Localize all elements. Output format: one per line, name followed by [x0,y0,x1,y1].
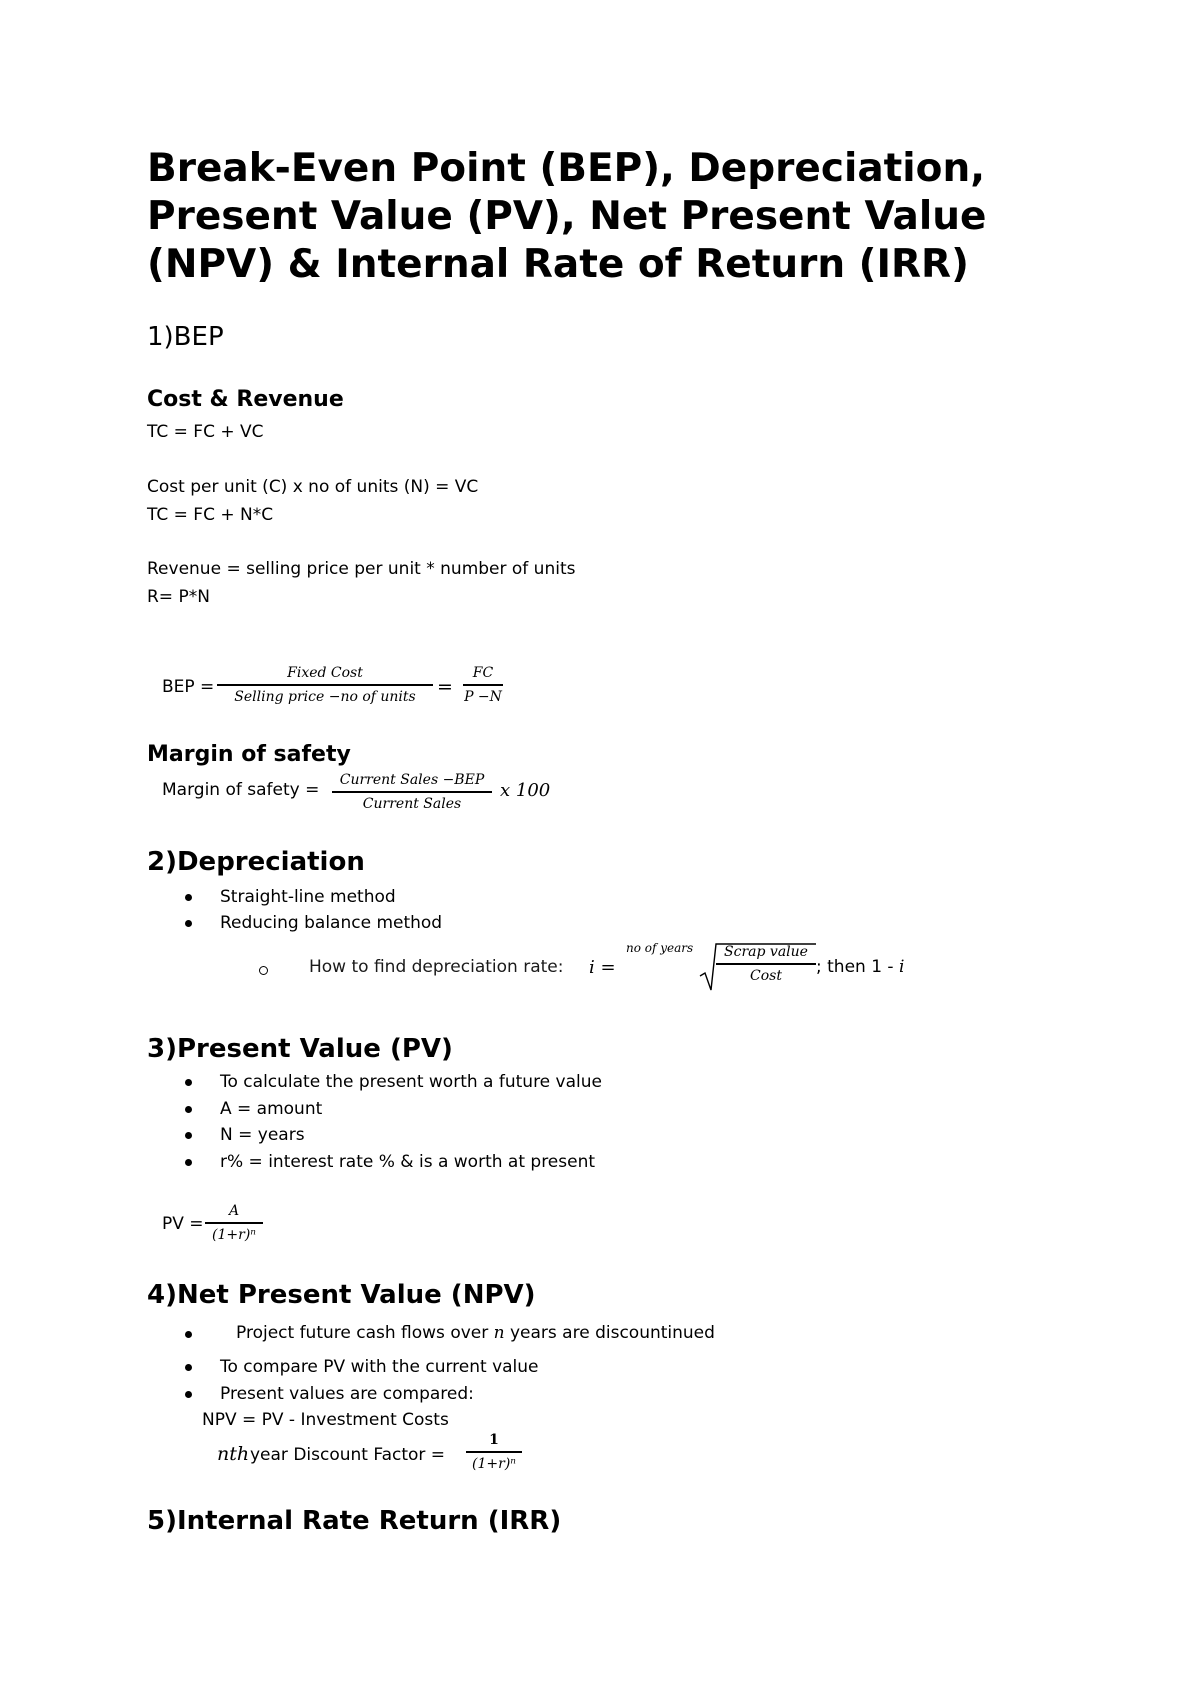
bullet-dot [185,1391,192,1398]
circle-bullet [259,966,268,975]
npv-bullet-1-post: years are discountinued [504,1323,715,1343]
bullet-dot [185,894,192,901]
bep-fraction-2-denominator: P −N [464,688,502,705]
npv-heading: 4)Net Present Value (NPV) [147,1280,536,1310]
bep-fraction-1-numerator: Fixed Cost [287,665,363,681]
npv-bullet-1-pre: Project future cash flows over [236,1323,494,1343]
margin-fraction [332,772,492,812]
bullet-dot [185,1159,192,1166]
root-index: no of years [626,941,694,955]
pv-bullet-3: N = years [220,1125,305,1145]
pv-bullet-2: A = amount [220,1099,323,1119]
pv-fraction-numerator: A [228,1203,240,1219]
doc-title-line-3: (NPV) & Internal Rate of Return (IRR) [147,242,969,287]
depreciation-bullet-2: Reducing balance method [220,913,443,933]
bep-line-5: R= P*N [147,587,210,607]
bep-fraction-1-denominator: Selling price −no of units [234,688,416,705]
depreciation-rate-var: i = [589,957,616,978]
bep-heading: 1)BEP [147,322,224,352]
pv-formula-label: PV = [162,1214,204,1234]
fraction-bar [217,684,433,686]
depreciation-rate-label: How to find depreciation rate: [309,957,564,977]
depreciation-rate-suffix [816,957,904,977]
discount-fraction [466,1432,522,1472]
bep-formula-equals: = [437,676,453,698]
discount-factor-label: year Discount Factor = [250,1445,446,1465]
pv-bullet-4: r% = interest rate % & is a worth at present [220,1152,596,1172]
bep-fraction-2-numerator: FC [472,665,494,681]
bullet-dot [185,920,192,927]
bep-fraction-2 [463,665,503,705]
discount-factor-var: nth [217,1443,250,1465]
bullet-dot [185,1331,192,1338]
bullet-dot [185,1364,192,1371]
bep-line-3: TC = FC + N*C [147,505,274,525]
depreciation-root-fraction [716,944,816,984]
npv-bullet-1 [236,1323,715,1343]
depreciation-heading: 2)Depreciation [147,847,365,877]
pv-fraction-denominator: (1+r)ⁿ [212,1226,256,1243]
npv-formula-line: NPV = PV - Investment Costs [202,1410,449,1430]
bep-line-2: Cost per unit (C) x no of units (N) = VC [147,477,479,497]
fraction-bar [205,1222,263,1224]
bullet-dot [185,1132,192,1139]
depreciation-bullet-1: Straight-line method [220,887,396,907]
depreciation-suffix-var: i [898,957,905,977]
npv-bullet-2: To compare PV with the current value [220,1357,539,1377]
depreciation-root-denominator: Cost [750,967,782,984]
bep-line-1: TC = FC + VC [147,422,264,442]
npv-bullet-1-var: n [493,1323,505,1343]
pv-bullet-1: To calculate the present worth a future value [220,1072,602,1092]
depreciation-root-numerator: Scrap value [724,944,808,960]
fraction-bar [466,1451,522,1453]
fraction-bar [716,963,816,965]
discount-fraction-denominator: (1+r)ⁿ [472,1455,516,1472]
depreciation-suffix-text: ; then 1 - [816,957,899,977]
margin-formula-suffix: x 100 [500,780,551,801]
margin-fraction-denominator: Current Sales [362,795,462,812]
pv-heading: 3)Present Value (PV) [147,1034,453,1064]
npv-bullet-3: Present values are compared: [220,1384,474,1404]
doc-title-line-2: Present Value (PV), Net Present Value [147,194,987,239]
bep-formula-label: BEP = [162,677,215,697]
margin-formula-label: Margin of safety = [162,780,320,800]
doc-title-line-1: Break-Even Point (BEP), Depreciation, [147,146,986,191]
bep-line-4: Revenue = selling price per unit * number of units [147,559,576,579]
fraction-bar [332,791,492,793]
pv-fraction [205,1203,263,1243]
margin-fraction-numerator: Current Sales −BEP [339,772,485,788]
fraction-bar [463,684,503,686]
bullet-dot [185,1079,192,1086]
margin-of-safety-heading: Margin of safety [147,742,351,767]
discount-fraction-numerator: 1 [489,1432,499,1448]
cost-revenue-heading: Cost & Revenue [147,387,344,412]
irr-heading: 5)Internal Rate Return (IRR) [147,1506,562,1536]
bullet-dot [185,1106,192,1113]
bep-fraction-1 [217,665,433,705]
